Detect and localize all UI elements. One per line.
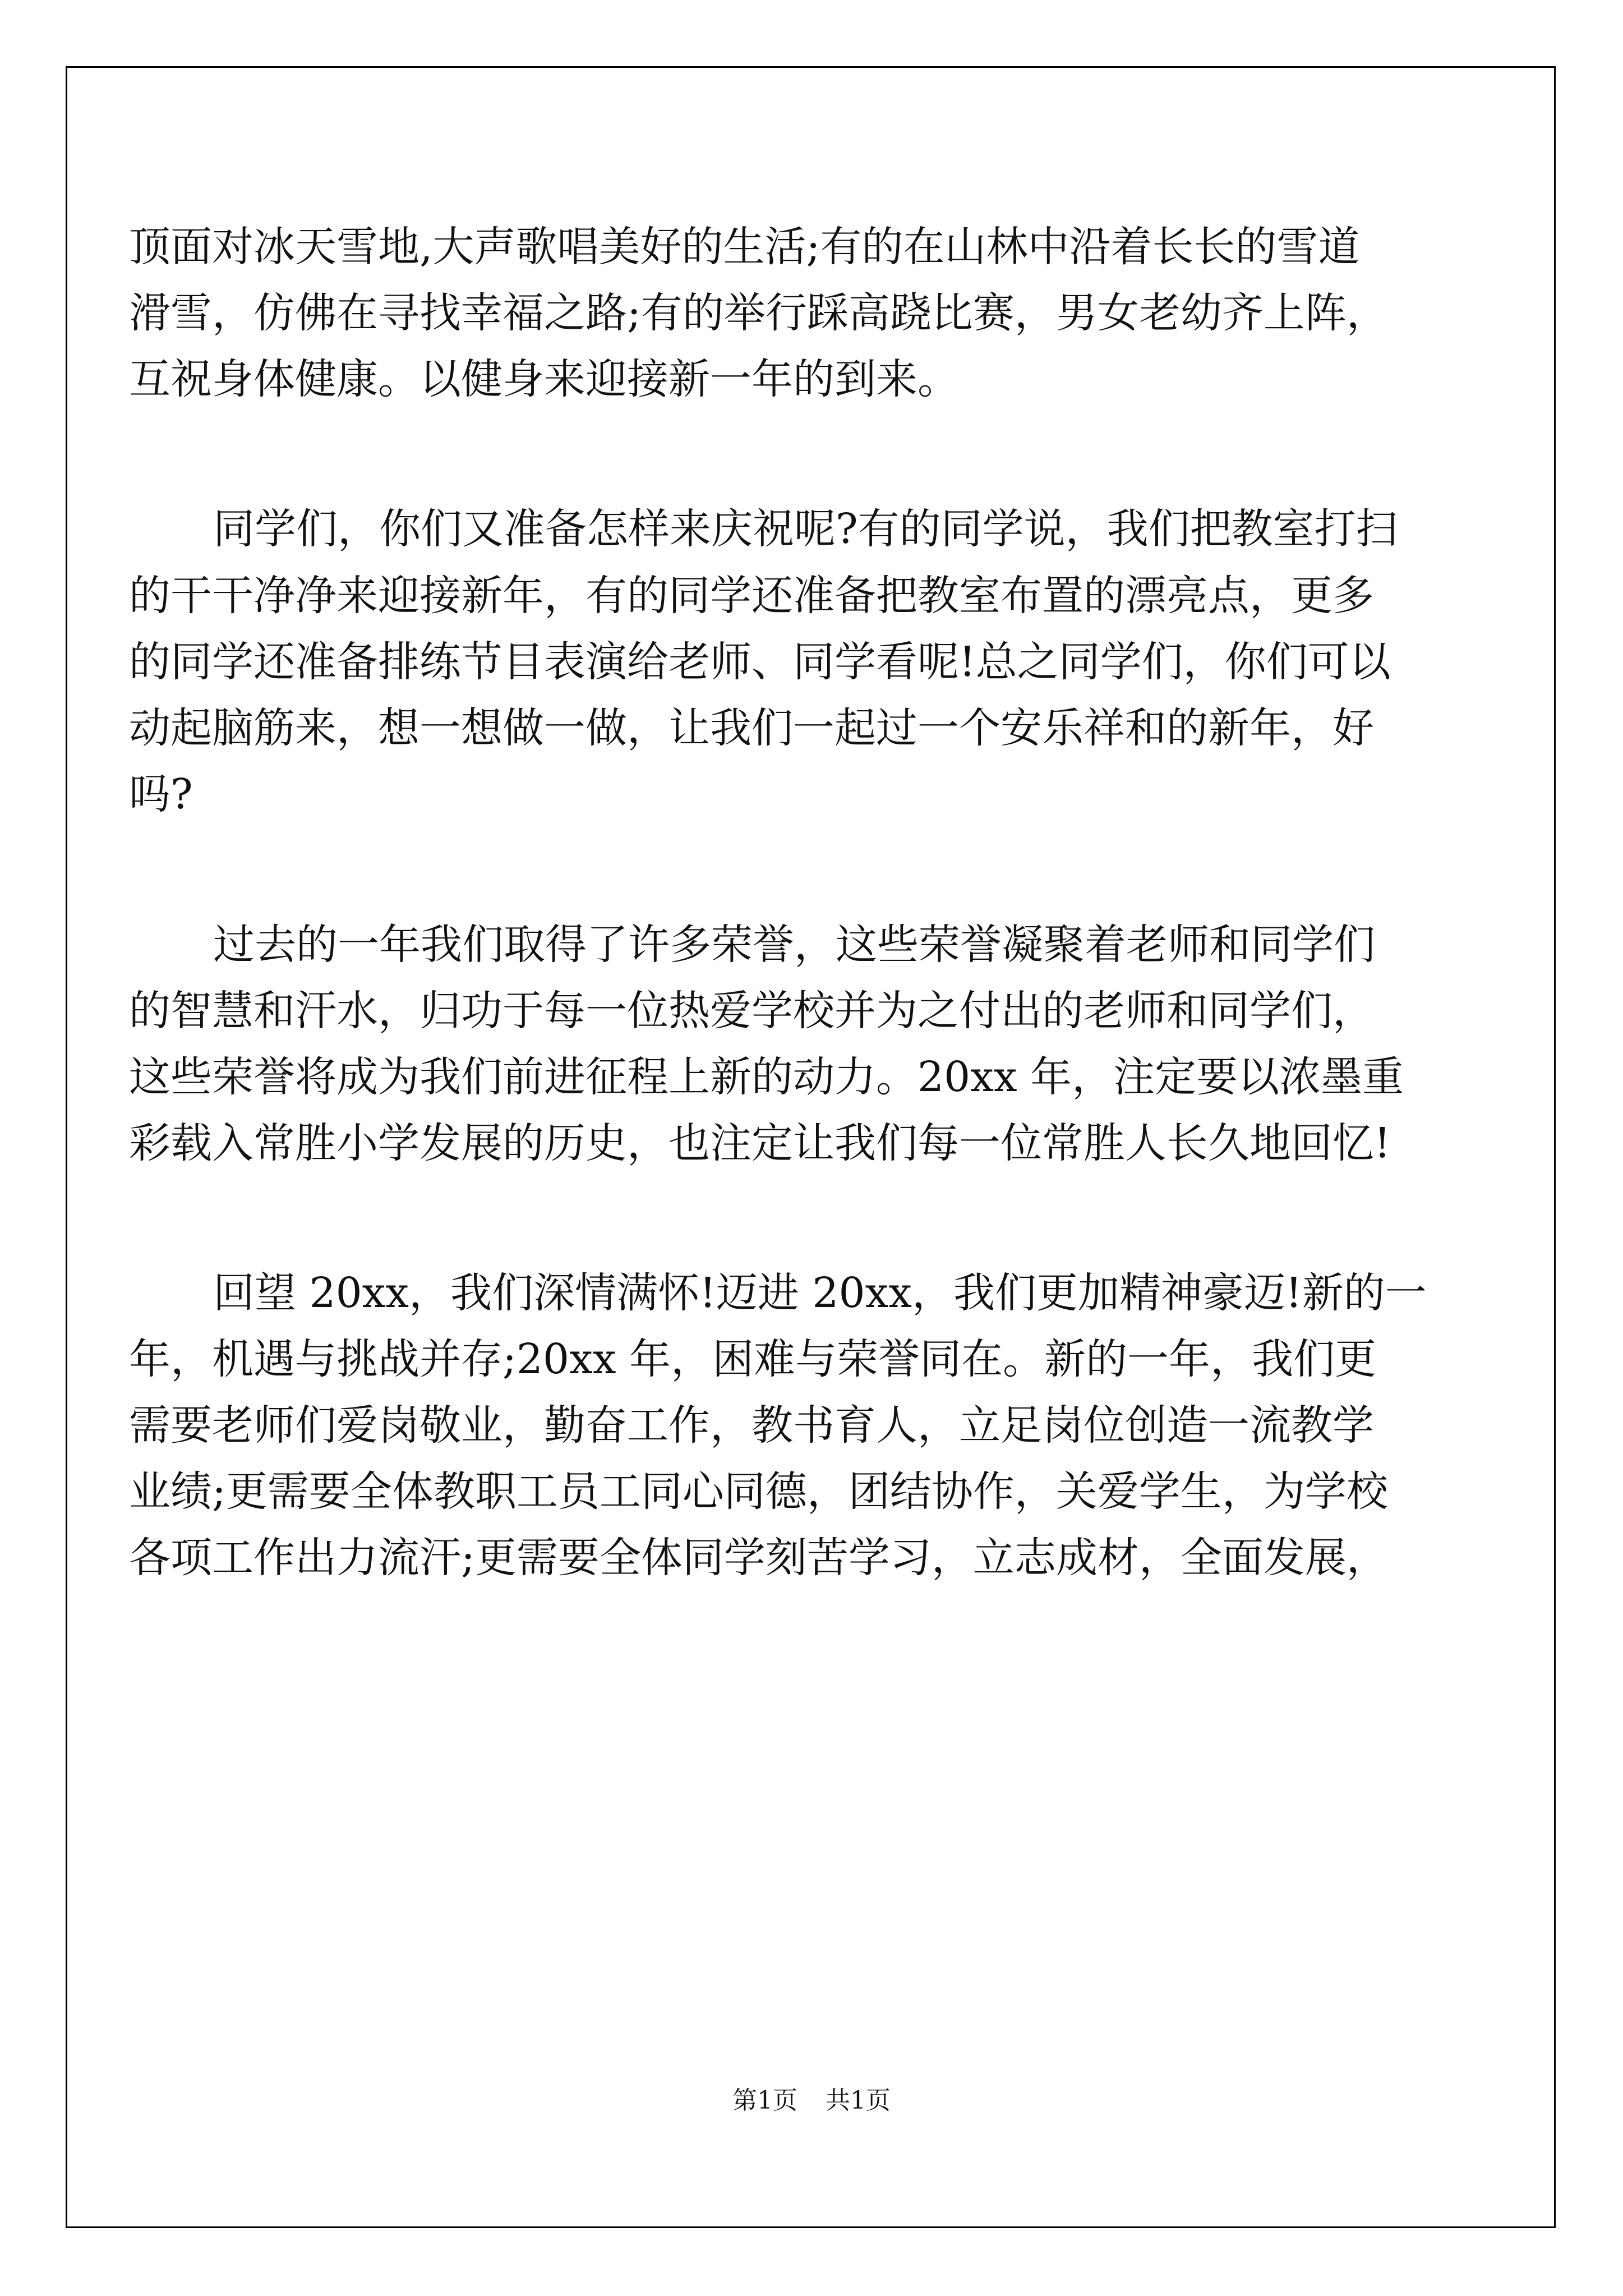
paragraph-start-line: 同学们，你们又准备怎样来庆祝呢?有的同学说，我们把教室打扫 bbox=[213, 505, 1398, 553]
text-line: 吗? bbox=[129, 770, 193, 818]
text-line: 动起脑筋来，想一想做一做，让我们一起过一个安乐祥和的新年，好 bbox=[129, 704, 1374, 752]
text-line: 年，机遇与挑战并存;20xx 年，困难与荣誉同在。新的一年，我们更 bbox=[129, 1335, 1377, 1383]
text-line: 的同学还准备排练节目表演给老师、同学看呢!总之同学们，你们可以 bbox=[129, 638, 1391, 686]
page-footer bbox=[0, 2084, 1623, 2118]
text-line: 这些荣誉将成为我们前进征程上新的动力。20xx 年，注定要以浓墨重 bbox=[129, 1053, 1404, 1101]
paragraph-start-line: 过去的一年我们取得了许多荣誉，这些荣誉凝聚着老师和同学们 bbox=[213, 921, 1375, 969]
text-line: 的智慧和汗水，归功于每一位热爱学校并为之付出的老师和同学们， bbox=[129, 987, 1374, 1035]
text-line: 需要老师们爱岗敬业，勤奋工作，教书育人，立足岗位创造一流教学 bbox=[129, 1401, 1374, 1450]
total-pages: 共1页 bbox=[826, 2086, 891, 2115]
paragraph-start-line: 回望 20xx，我们深情满怀!迈进 20xx，我们更加精神豪迈!新的一 bbox=[213, 1269, 1427, 1317]
text-line: 的干干净净来迎接新年，有的同学还准备把教室布置的漂亮点，更多 bbox=[129, 572, 1374, 620]
text-line: 业绩;更需要全体教职工员工同心同德，团结协作，关爱学生，为学校 bbox=[129, 1467, 1388, 1516]
text-line: 互祝身体健康。以健身来迎接新一年的到来。 bbox=[129, 355, 959, 403]
text-line: 顶面对冰天雪地,大声歌唱美好的生活;有的在山林中沿着长长的雪道 bbox=[129, 223, 1360, 271]
text-line: 各项工作出力流汗;更需要全体同学刻苦学习，立志成材，全面发展， bbox=[129, 1534, 1388, 1582]
text-line: 滑雪，仿佛在寻找幸福之路;有的举行踩高跷比赛，男女老幼齐上阵， bbox=[129, 289, 1388, 337]
text-line: 彩载入常胜小学发展的历史，也注定让我们每一位常胜人长久地回忆! bbox=[129, 1119, 1391, 1167]
page-number: 第1页 bbox=[732, 2086, 797, 2115]
